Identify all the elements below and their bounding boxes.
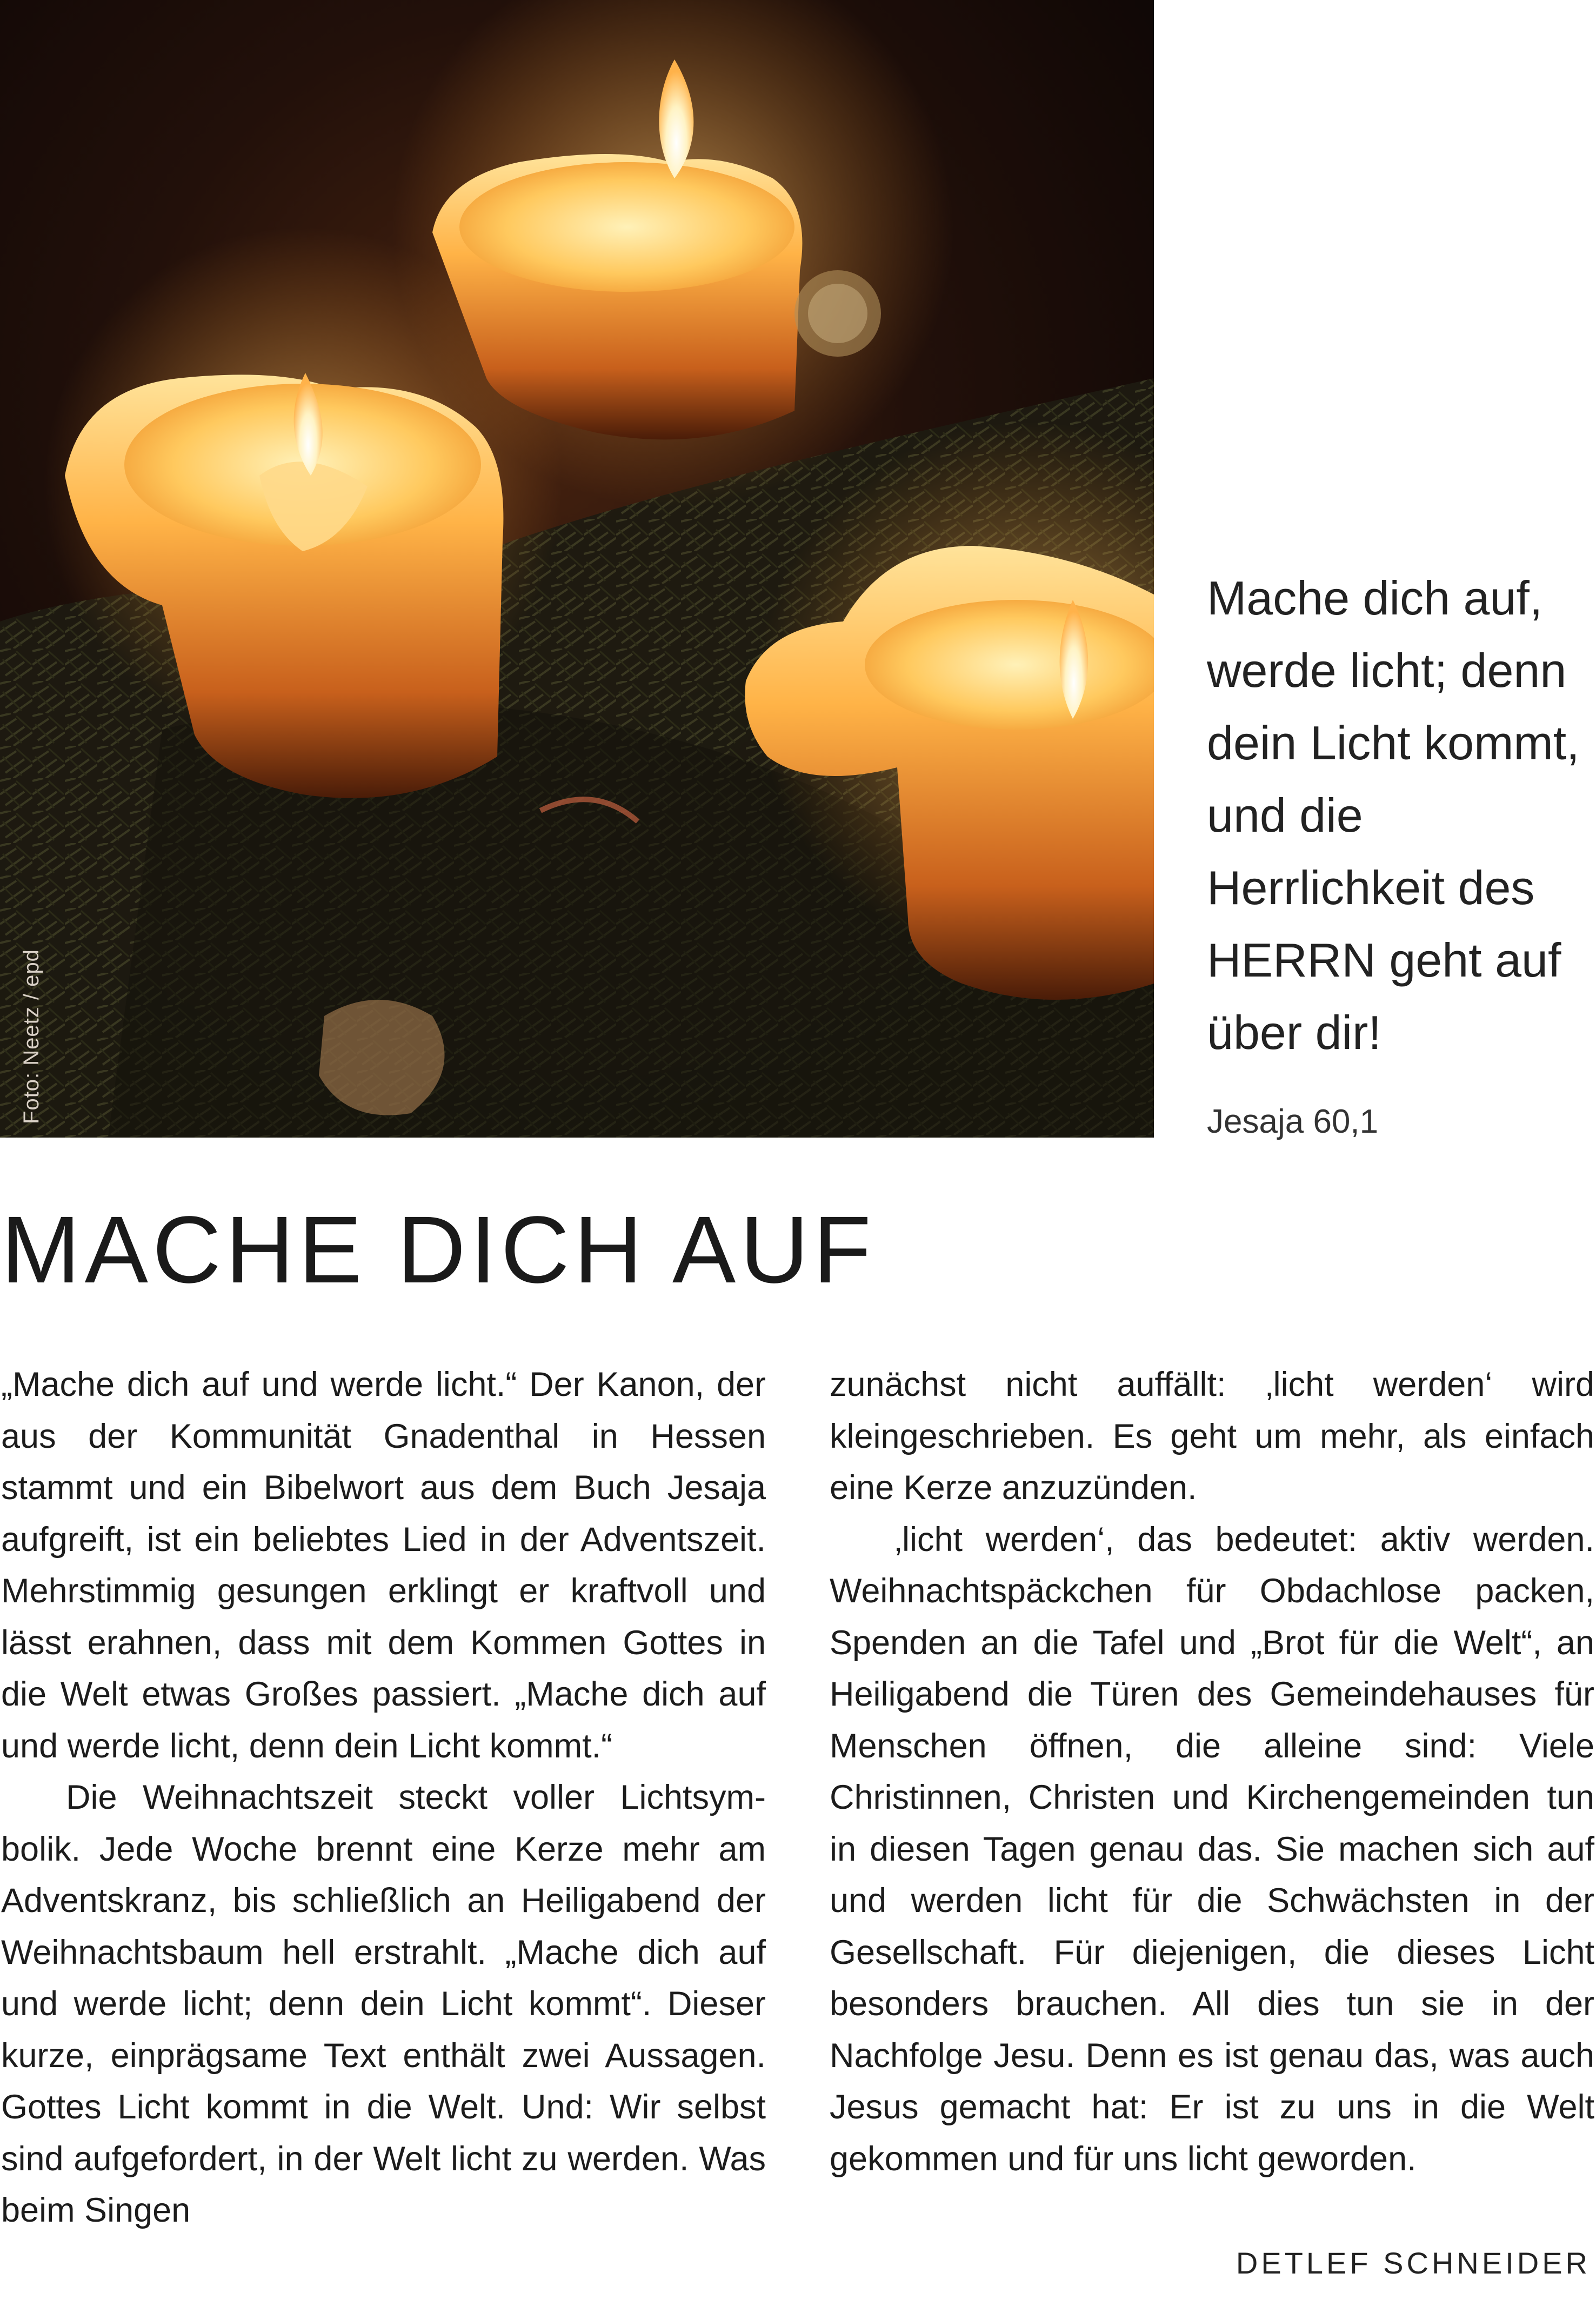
advent-candles-photo (0, 0, 1154, 1138)
bible-reference: Jesaja 60,1 (1207, 1103, 1379, 1140)
candles-illustration (0, 0, 1154, 1138)
article-title: MACHE DICH AUF (1, 1197, 876, 1303)
paragraph-2-continued: zunächst nicht auffällt: ‚licht werden‘ wird kleingeschrieben. Es geht um mehr, als einfach eine Kerze anzuzünden. (830, 1366, 1594, 1507)
paragraph-3: ‚licht werden‘, das bedeutet: aktiv werden. Weihnachtspäckchen für Obdachlose packen, Spenden an die Tafel und „Brot für die Welt“, an Heiligabend die Türen des Gemeindehauses für Menschen öffnen, die alleine sind: Viele Christinnen, Christen und Kirchengemeinden tun in diesen Tagen genau das. Sie machen sich auf und werden licht für die Schwächsten in der Gesellschaft. Für diejenigen, die dieses Licht besonders brauchen. All dies tun sie in der Nachfolge Jesu. Denn es ist genau das, was auch Jesus gemacht hat: Er ist zu uns in die Welt gekommen und für uns licht geworden. (830, 1520, 1594, 2178)
paragraph-1: „Mache dich auf und werde licht.“ Der Kanon, der aus der Kommunität Gnadenthal in Hessen stammt und ein Bibelwort aus dem Buch Jesaja aufgreift, ist ein beliebtes Lied in der Adventszeit. Mehrstimmig gesungen erklingt er kraftvoll und lässt erahnen, dass mit dem Kommen Gottes in die Welt etwas Großes passiert. „Mache dich auf und werde licht, denn dein Licht kommt.“ (1, 1366, 766, 1765)
author-name: DETLEF SCHNEIDER (1236, 2246, 1591, 2280)
article-column-left (1, 1359, 766, 2237)
photo-credit: Foto: Neetz / epd (19, 949, 43, 1124)
article-column-right (830, 1359, 1594, 2185)
paragraph-2: Die Weihnachtszeit steckt voller Lichtsymbolik. Jede Woche brennt eine Kerze mehr am Adventskranz, bis schließlich an Heiligabend der Weihnachtsbaum hell erstrahlt. „Mache dich auf und werde licht; denn dein Licht kommt“. Dieser kurze, einprägsame Text enthält zwei Aussagen. Gottes Licht kommt in die Welt. Und: Wir selbst sind aufgefordert, in der Welt licht zu werden. Was beim Singen (1, 1779, 766, 2229)
bible-quote: Mache dich auf, werde licht; denn dein Licht kommt, und die Herrlichkeit des HERRN geht auf über dir! (1207, 571, 1580, 1059)
